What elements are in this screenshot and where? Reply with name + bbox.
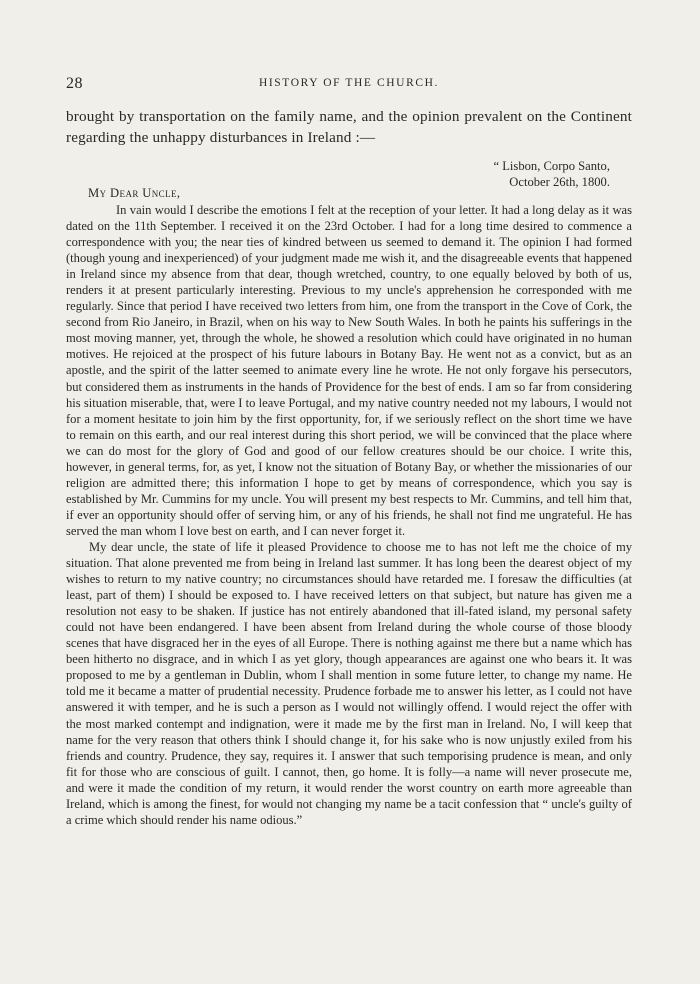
running-title: HISTORY OF THE CHURCH. <box>258 77 440 89</box>
page-number: 28 <box>66 75 83 92</box>
letter-body <box>66 202 632 828</box>
dateline-date: October 26th, 1800. <box>509 175 610 189</box>
running-head <box>66 75 632 93</box>
salutation <box>88 186 180 201</box>
intro-text: brought by transportation on the family name, and the opinion prevalent on the Continent regarding the unhappy disturbances in Ireland :— <box>66 108 632 146</box>
letter-paragraph-1: In vain would I describe the emotions I felt at the reception of your letter. It had a long delay as it was dated on the 11th September. I received it on the 23rd October. I had for a long time desired to commence a correspondence with you; the near ties of kindred between us seemed to demand it. The opinion I had formed (though young and inexperienced) of your judgment made me wish it, and the disagreeable events that happened in Ireland since my absence from that dear, though wretched, country, to one equally beloved by both of us, renders it at present particularly interesting. Previous to my uncle's apprehension he corresponded with me regularly. Since that period I have received two letters from him, one from the transport in the Cove of Cork, the second from Rio Janeiro, in Brazil, when on his way to New South Wales. In both he paints his sufferings in the most moving manner, yet, through the whole, he showed a resolution which could have originated in no human motives. He rejoiced at the prospect of his future labours in Botany Bay. He went not as a convict, but as an apostle, and the spirit of the latter seemed to animate every line he wrote. He not only forgave his persecutors, but considered them as instruments in the hands of Providence for the best of ends. I am so far from considering his situation miserable, that, were I to leave Portugal, and my native country needed not my labours, I would not for a moment hesitate to join him by the first opportunity, for, if we seriously reflect on the short time we have to remain on this earth, and our real interest during this short period, we will be convinced that the place where we can do most for the glory of God and good of our fellow creatures should be our choice. I write this, however, in general terms, for, as yet, I know not the situation of Botany Bay, or whether the missionaries of our religion are admitted there; this information I hope to get by means of correspondence, which you say is established by Mr. Cummins for my uncle. You will present my best respects to Mr. Cummins, and tell him that, if ever an opportunity should offer of serving him, or any of his friends, he shall not find me ungrateful. He has served the man whom I love best on earth, and I can never forget it. <box>66 203 632 538</box>
salutation-text: My Dear Uncle, <box>88 186 181 200</box>
dateline-place: “ Lisbon, Corpo Santo, <box>493 159 610 173</box>
letter-paragraph-2: My dear uncle, the state of life it pleased Providence to choose me to has not left me the choice of my situation. That alone prevented me from being in Ireland last summer. It has long been the dearest object of my wishes to return to my native country; no circumstances should have retarded me. I foresaw the difficulties (at least, part of them) I should be exposed to. I have received letters on that subject, but nature has given me a resolution not easy to be shaken. If justice has not entirely abandoned that ill-fated island, my personal safety could not have been endangered. I have been absent from Ireland during the whole course of those bloody scenes that have disgraced her in the eyes of all Europe. There is nothing against me there but a name which has been hitherto no disgrace, and in which I as yet glory, though appearances are against one who bears it. It was proposed to me by a gentleman in Dublin, whom I shall mention in some future letter, to change my name. He told me it became a matter of prudential necessity. Prudence forbade me to answer his letter, as I could not have answered it with temper, and he is such a person as I would not willingly offend. I would reject the offer with the most marked contempt and indignation, were it made me by the first man in Ireland. No, I will keep that name for the very reason that others think I should change it, for his sake who is now unjustly exiled from his friends and country. Prudence, they say, requires it. I answer that such temporising prudence is mean, and only fit for those who are conscious of guilt. I cannot, then, go home. It is folly—a name will never prosecute me, and were it made the condition of my return, it would render the worst country on earth more agreeable than Ireland, which is among the finest, for would not changing my name be a tacit confession that “ uncle's guilty of a crime which should render his name odious.” <box>66 539 632 827</box>
